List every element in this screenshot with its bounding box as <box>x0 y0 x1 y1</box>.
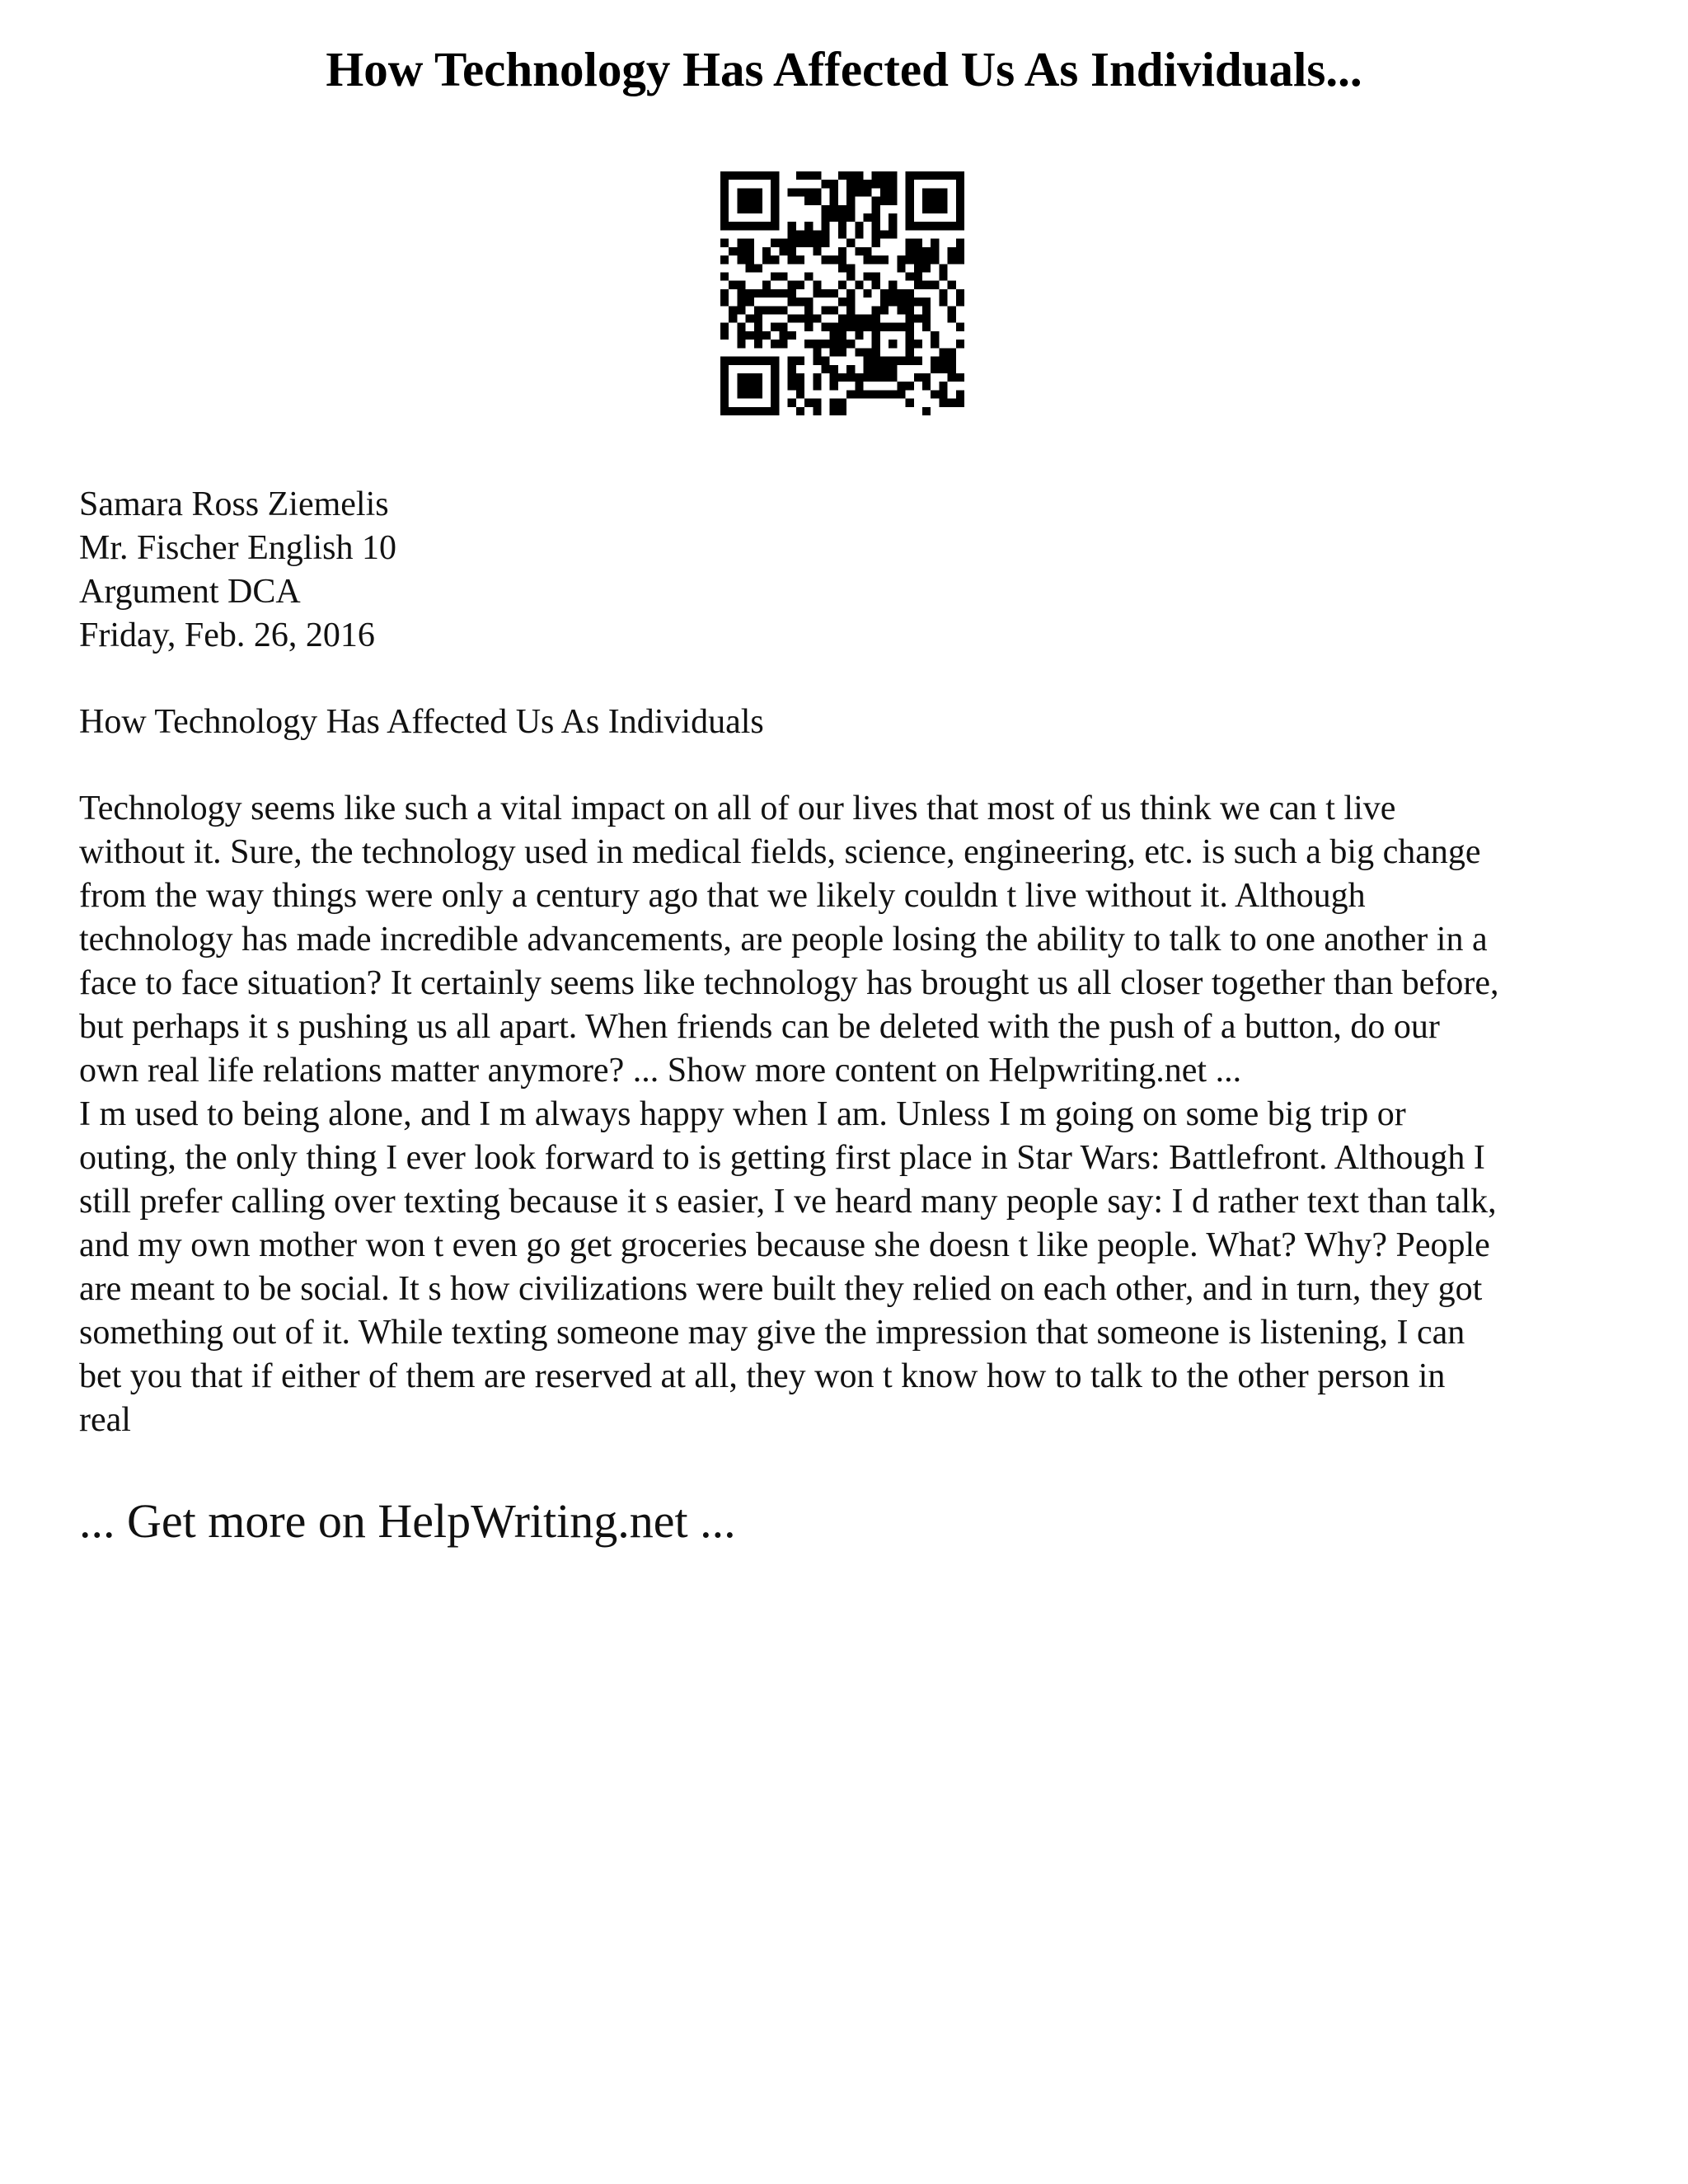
body-line: Technology seems like such a vital impact on all of our lives that most of us think we can t live <box>79 790 1396 827</box>
body-line: face to face situation? It certainly seems like technology has brought us all closer together than before, <box>79 964 1499 1002</box>
course-name: Mr. Fischer English 10 <box>79 529 396 567</box>
body-line: and my own mother won t even go get groceries because she doesn t like people. What? Why? People <box>79 1226 1490 1264</box>
get-more-link[interactable]: ... Get more on HelpWriting.net ... <box>79 1494 736 1548</box>
author-name: Samara Ross Ziemelis <box>79 485 389 523</box>
body-line: bet you that if either of them are reserved at all, they won t know how to talk to the other person in <box>79 1357 1446 1395</box>
essay-body <box>79 787 1620 1442</box>
body-line: real <box>79 1401 131 1439</box>
body-line: technology has made incredible advancements, are people losing the ability to talk to one another in a <box>79 921 1488 958</box>
date: Friday, Feb. 26, 2016 <box>79 616 375 654</box>
body-line: from the way things were only a century ago that we likely couldn t live without it. Although <box>79 877 1366 915</box>
essay-title: How Technology Has Affected Us As Individuals <box>79 703 764 741</box>
document-title: How Technology Has Affected Us As Individuals... <box>326 42 1362 96</box>
author-block <box>79 483 1612 658</box>
body-line: outing, the only thing I ever look forward to is getting first place in Star Wars: Battlefront. Although I <box>79 1139 1485 1177</box>
body-line: still prefer calling over texting because it s easier, I ve heard many people say: I d rather text than talk, <box>79 1183 1497 1221</box>
body-line: without it. Sure, the technology used in medical fields, science, engineering, etc. is such a big change <box>79 833 1481 871</box>
assignment-name: Argument DCA <box>79 573 301 611</box>
body-line: but perhaps it s pushing us all apart. When friends can be deleted with the push of a button, do our <box>79 1008 1440 1046</box>
body-line: something out of it. While texting someone may give the impression that someone is listening, I can <box>79 1314 1465 1352</box>
body-line: own real life relations matter anymore? ... Show more content on Helpwriting.net ... <box>79 1052 1242 1090</box>
body-line: I m used to being alone, and I m always happy when I am. Unless I m going on some big trip or <box>79 1095 1406 1133</box>
body-line: are meant to be social. It s how civilizations were built they relied on each other, and in turn, they got <box>79 1270 1483 1308</box>
qr-code-icon <box>720 171 964 415</box>
